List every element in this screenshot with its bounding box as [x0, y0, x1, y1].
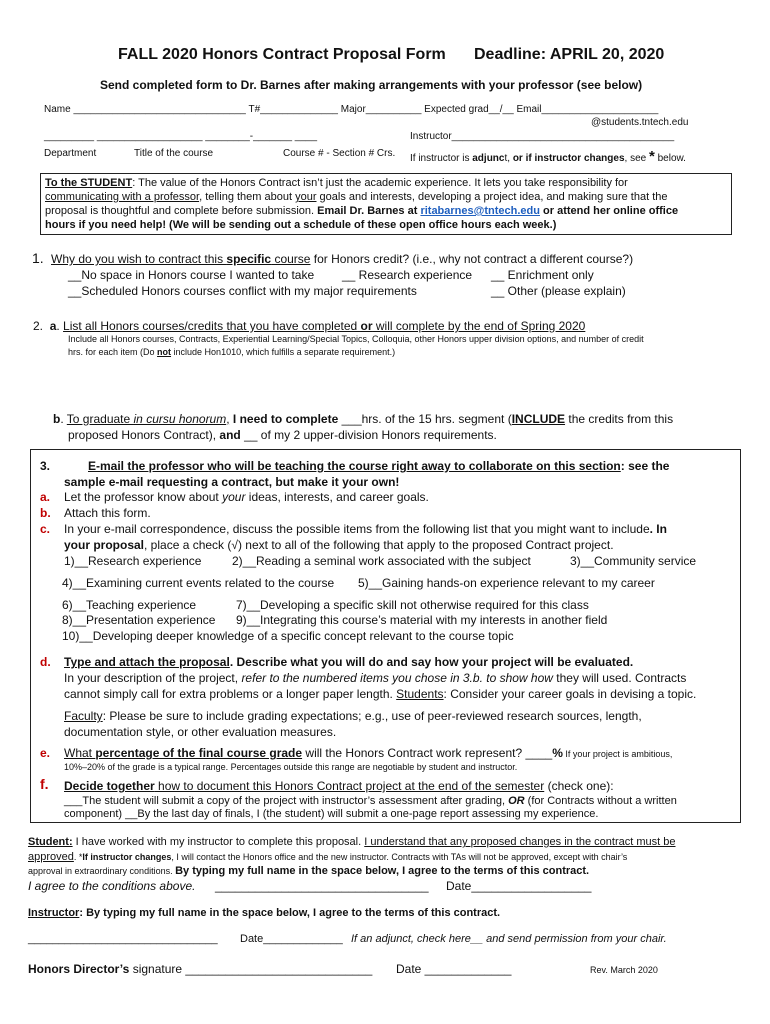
page-title: FALL 2020 Honors Contract Proposal Form	[118, 46, 446, 63]
student-note-line1: To the STUDENT: The value of the Honors Contract isn’t just the academic experience. It lets you take responsibility for	[45, 177, 628, 189]
q3d-text-line3: cannot simply call for extra problems or a longer paper length. Students: Consider your career goals in devising a topic.	[64, 687, 697, 701]
student-signature-field[interactable]: ________________________________	[215, 879, 429, 893]
q1-number: 1.	[32, 250, 44, 266]
email-link[interactable]: ritabarnes@tntech.edu	[420, 205, 540, 217]
instructor-field[interactable]: Instructor________________________________________	[410, 131, 675, 142]
q3f-option-1[interactable]: ___The student will submit a copy of the project with instructor’s assessment after grading, OR (for Contracts without a written	[64, 795, 677, 807]
instructor-date-field[interactable]: Date_____________	[240, 933, 343, 945]
q2b-line2: proposed Honors Contract), and __ of my 2 upper-division Honors requirements.	[68, 428, 497, 442]
q3c-label: c.	[40, 522, 51, 536]
course-title-label: Title of the course	[134, 148, 214, 159]
adjunct-check[interactable]: If an adjunct, check here__ and send permission from your chair.	[351, 933, 667, 945]
q3e-label: e.	[40, 746, 51, 760]
q3c-item[interactable]: 6)__Teaching experience	[62, 598, 197, 612]
q3c-item[interactable]: 1)__Research experience	[64, 554, 202, 568]
department-label: Department	[44, 148, 97, 159]
q3e-note: 10%–20% of the grade is a typical range. Percentages outside this range are negotiable by student and instructor.	[64, 762, 518, 772]
q3-heading-line2: sample e-mail requesting a contract, but make it your own!	[64, 475, 400, 489]
q3c-item[interactable]: 7)__Developing a specific skill not otherwise required for this class	[236, 598, 589, 612]
q3d-text: Type and attach the proposal. Describe what you will do and say how your project will be evaluated.	[64, 655, 634, 669]
revision-note: Rev. March 2020	[590, 965, 658, 975]
q3c-item[interactable]: 5)__Gaining hands-on experience relevant to my career	[358, 576, 655, 590]
q3a-label: a.	[40, 490, 51, 504]
q3-number: 3.	[40, 459, 51, 473]
instructor-signature-field[interactable]: _______________________________	[28, 933, 218, 945]
q3c-text-line2: your proposal, place a check (√) next to all of the following that apply to the proposed Contract project.	[64, 538, 614, 552]
deadline: Deadline: APRIL 20, 2020	[474, 46, 665, 63]
student-statement-line1: Student: I have worked with my instructor to complete this proposal. I understand that any proposed changes in the contract must be	[28, 836, 676, 848]
student-note-line2: communicating with a professor, telling them about your goals and interests, developing a project idea, and making sure that the	[45, 191, 668, 203]
student-note-line3: proposal is thoughtful and complete before submission. Email Dr. Barnes at ritabarnes@tntech.edu or attend her online office	[45, 205, 679, 217]
q2a-question: 2. a. List all Honors courses/credits that you have completed or will complete by the end of Spring 2020	[33, 319, 586, 333]
q3d-text-line5: documentation style, or other evaluation measures.	[64, 725, 337, 739]
director-signature-field[interactable]: Honors Director’s signature ____________________________	[28, 962, 373, 976]
q3d-text-line4: Faculty: Please be sure to include grading expectations; e.g., use of peer-reviewed research sources, length,	[64, 709, 642, 723]
q3b-text: Attach this form.	[64, 506, 151, 520]
info-fields-line[interactable]: Name _______________________________ T#______________ Major__________ Expected grad__/__ Email_____________________	[44, 104, 659, 115]
q1-option[interactable]: __ Other (please explain)	[491, 284, 626, 298]
q3f-label: f.	[40, 776, 49, 792]
q3-heading: E-mail the professor who will be teaching the course right away to collaborate on this section: see the	[88, 459, 670, 473]
q3c-item[interactable]: 8)__Presentation experience	[62, 613, 216, 627]
q3c-text: In your e-mail correspondence, discuss the possible items from the following list that you might want to include. In	[64, 522, 667, 536]
student-date-field[interactable]: Date__________________	[446, 879, 592, 893]
course-fields-line[interactable]: _________ ___________________ ________-_______ ____	[44, 131, 318, 142]
q3c-item[interactable]: 2)__Reading a seminal work associated with the subject	[232, 554, 531, 568]
adjunct-note: If instructor is adjunct, or if instructor changes, see * below.	[410, 148, 686, 165]
q1-option[interactable]: __ Research experience	[342, 268, 473, 282]
q3d-label: d.	[40, 655, 51, 669]
instructor-statement: Instructor: By typing my full name in the space below, I agree to the terms of this contract.	[28, 907, 501, 919]
q1-option[interactable]: __ Enrichment only	[491, 268, 594, 282]
page-subtitle: Send completed form to Dr. Barnes after making arrangements with your professor (see below)	[100, 78, 643, 92]
q3c-item[interactable]: 9)__Integrating this course’s material with my interests in another field	[236, 613, 608, 627]
q2b-question: b. To graduate in cursu honorum, I need to complete ___hrs. of the 15 hrs. segment (INCLUDE the credits from this	[53, 412, 674, 426]
q1-option[interactable]: __No space in Honors course I wanted to take	[68, 268, 315, 282]
student-statement-line2: approved. *If instructor changes, I will contact the Honors office and the new instructor. Contracts with TAs will not be approved, except with chair’s	[28, 851, 628, 863]
director-date-field[interactable]: Date _____________	[396, 962, 512, 976]
q3a-text: Let the professor know about your ideas, interests, and career goals.	[64, 490, 429, 504]
q3f-text: Decide together how to document this Honors Contract project at the end of the semester (check one):	[64, 779, 614, 793]
student-note-line4: hours if you need help! (We will be sending out a schedule of these open office hours each week.)	[45, 219, 557, 231]
course-section-label: Course # - Section # Crs.	[283, 148, 396, 159]
q1-option[interactable]: __Scheduled Honors courses conflict with my major requirements	[68, 284, 417, 298]
q3e-text: What percentage of the final course grade will the Honors Contract work represent? ____% If your project is ambitious,	[64, 746, 673, 760]
q3c-item[interactable]: 3)__Community service	[570, 554, 697, 568]
q1-question: Why do you wish to contract this specific course for Honors credit? (i.e., why not contract a different course?)	[51, 252, 634, 266]
student-statement-line3: approval in extraordinary conditions. By typing my full name in the space below, I agree to the terms of this contract.	[28, 865, 590, 877]
q2a-note-line2: hrs. for each item (Do not include Hon1010, which fulfills a separate requirement.)	[68, 347, 396, 357]
q3c-item[interactable]: 4)__Examining current events related to the course	[62, 576, 335, 590]
q3c-item[interactable]: 10)__Developing deeper knowledge of a specific concept relevant to the course topic	[62, 629, 514, 643]
email-domain: @students.tntech.edu	[591, 117, 689, 128]
q3d-text-line2: In your description of the project, refer to the numbered items you chose in 3.b. to show how they will used. Contracts	[64, 671, 687, 685]
q3b-label: b.	[40, 506, 51, 520]
student-agree-text: I agree to the conditions above.	[28, 879, 196, 893]
q2a-note-line1: Include all Honors courses, Contracts, Experiential Learning/Special Topics, Colloquia, other Honors upper division options, and number of credit	[68, 334, 644, 344]
q3f-option-2[interactable]: component) __By the last day of finals, I (the student) will submit a one-page report assessing my experience.	[64, 808, 599, 820]
